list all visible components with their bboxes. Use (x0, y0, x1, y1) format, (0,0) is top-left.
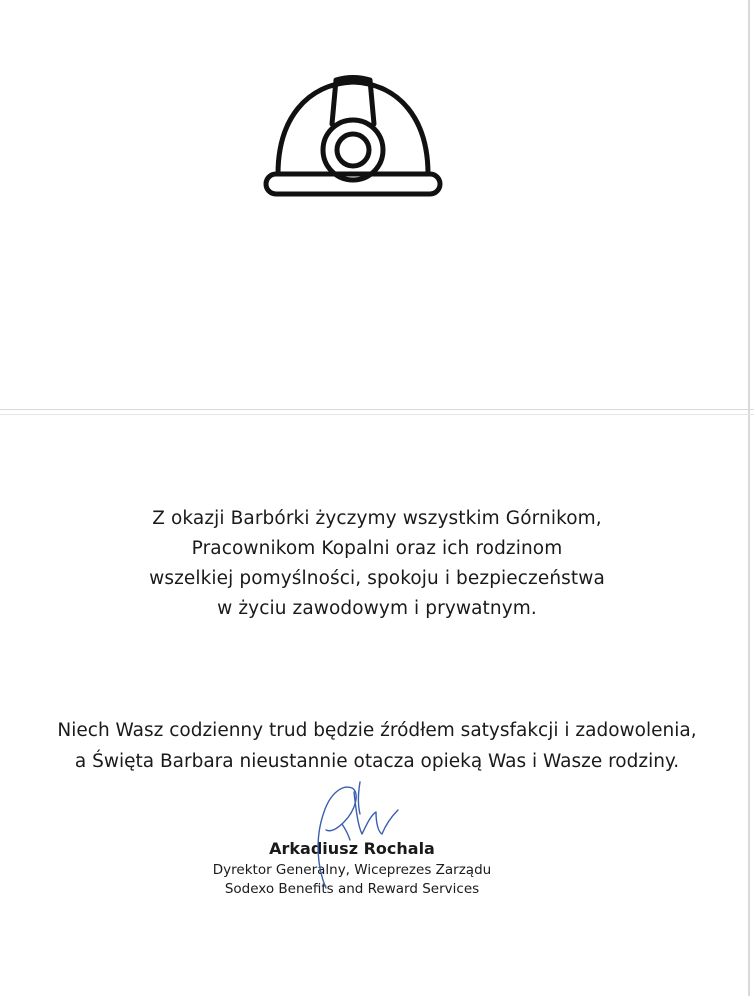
greeting-line: wszelkiej pomyślności, spokoju i bezpieczeństwa (149, 568, 605, 589)
greeting-line: Z okazji Barbórki życzymy wszystkim Górnikom, (152, 508, 602, 529)
signer-title: Dyrektor Generalny, Wiceprezes Zarządu (212, 862, 492, 878)
wish-text (0, 715, 754, 777)
wish-line: Niech Wasz codzienny trud będzie źródłem satysfakcji i zadowolenia, (57, 720, 697, 741)
card-edge (748, 0, 750, 996)
greeting-line: w życiu zawodowym i prywatnym. (217, 598, 537, 619)
miner-helmet-icon (262, 70, 444, 202)
signer-company: Sodexo Benefits and Reward Services (224, 881, 480, 897)
fold-line (0, 409, 754, 415)
greeting-line: Pracownikom Kopalni oraz ich rodzinom (191, 538, 563, 559)
wish-line: a Święta Barbara nieustannie otacza opieką Was i Wasze rodziny. (74, 751, 680, 772)
greeting-text (0, 504, 754, 624)
signer-name: Arkadiusz Rochala (269, 839, 435, 858)
handwritten-signature (296, 770, 406, 890)
